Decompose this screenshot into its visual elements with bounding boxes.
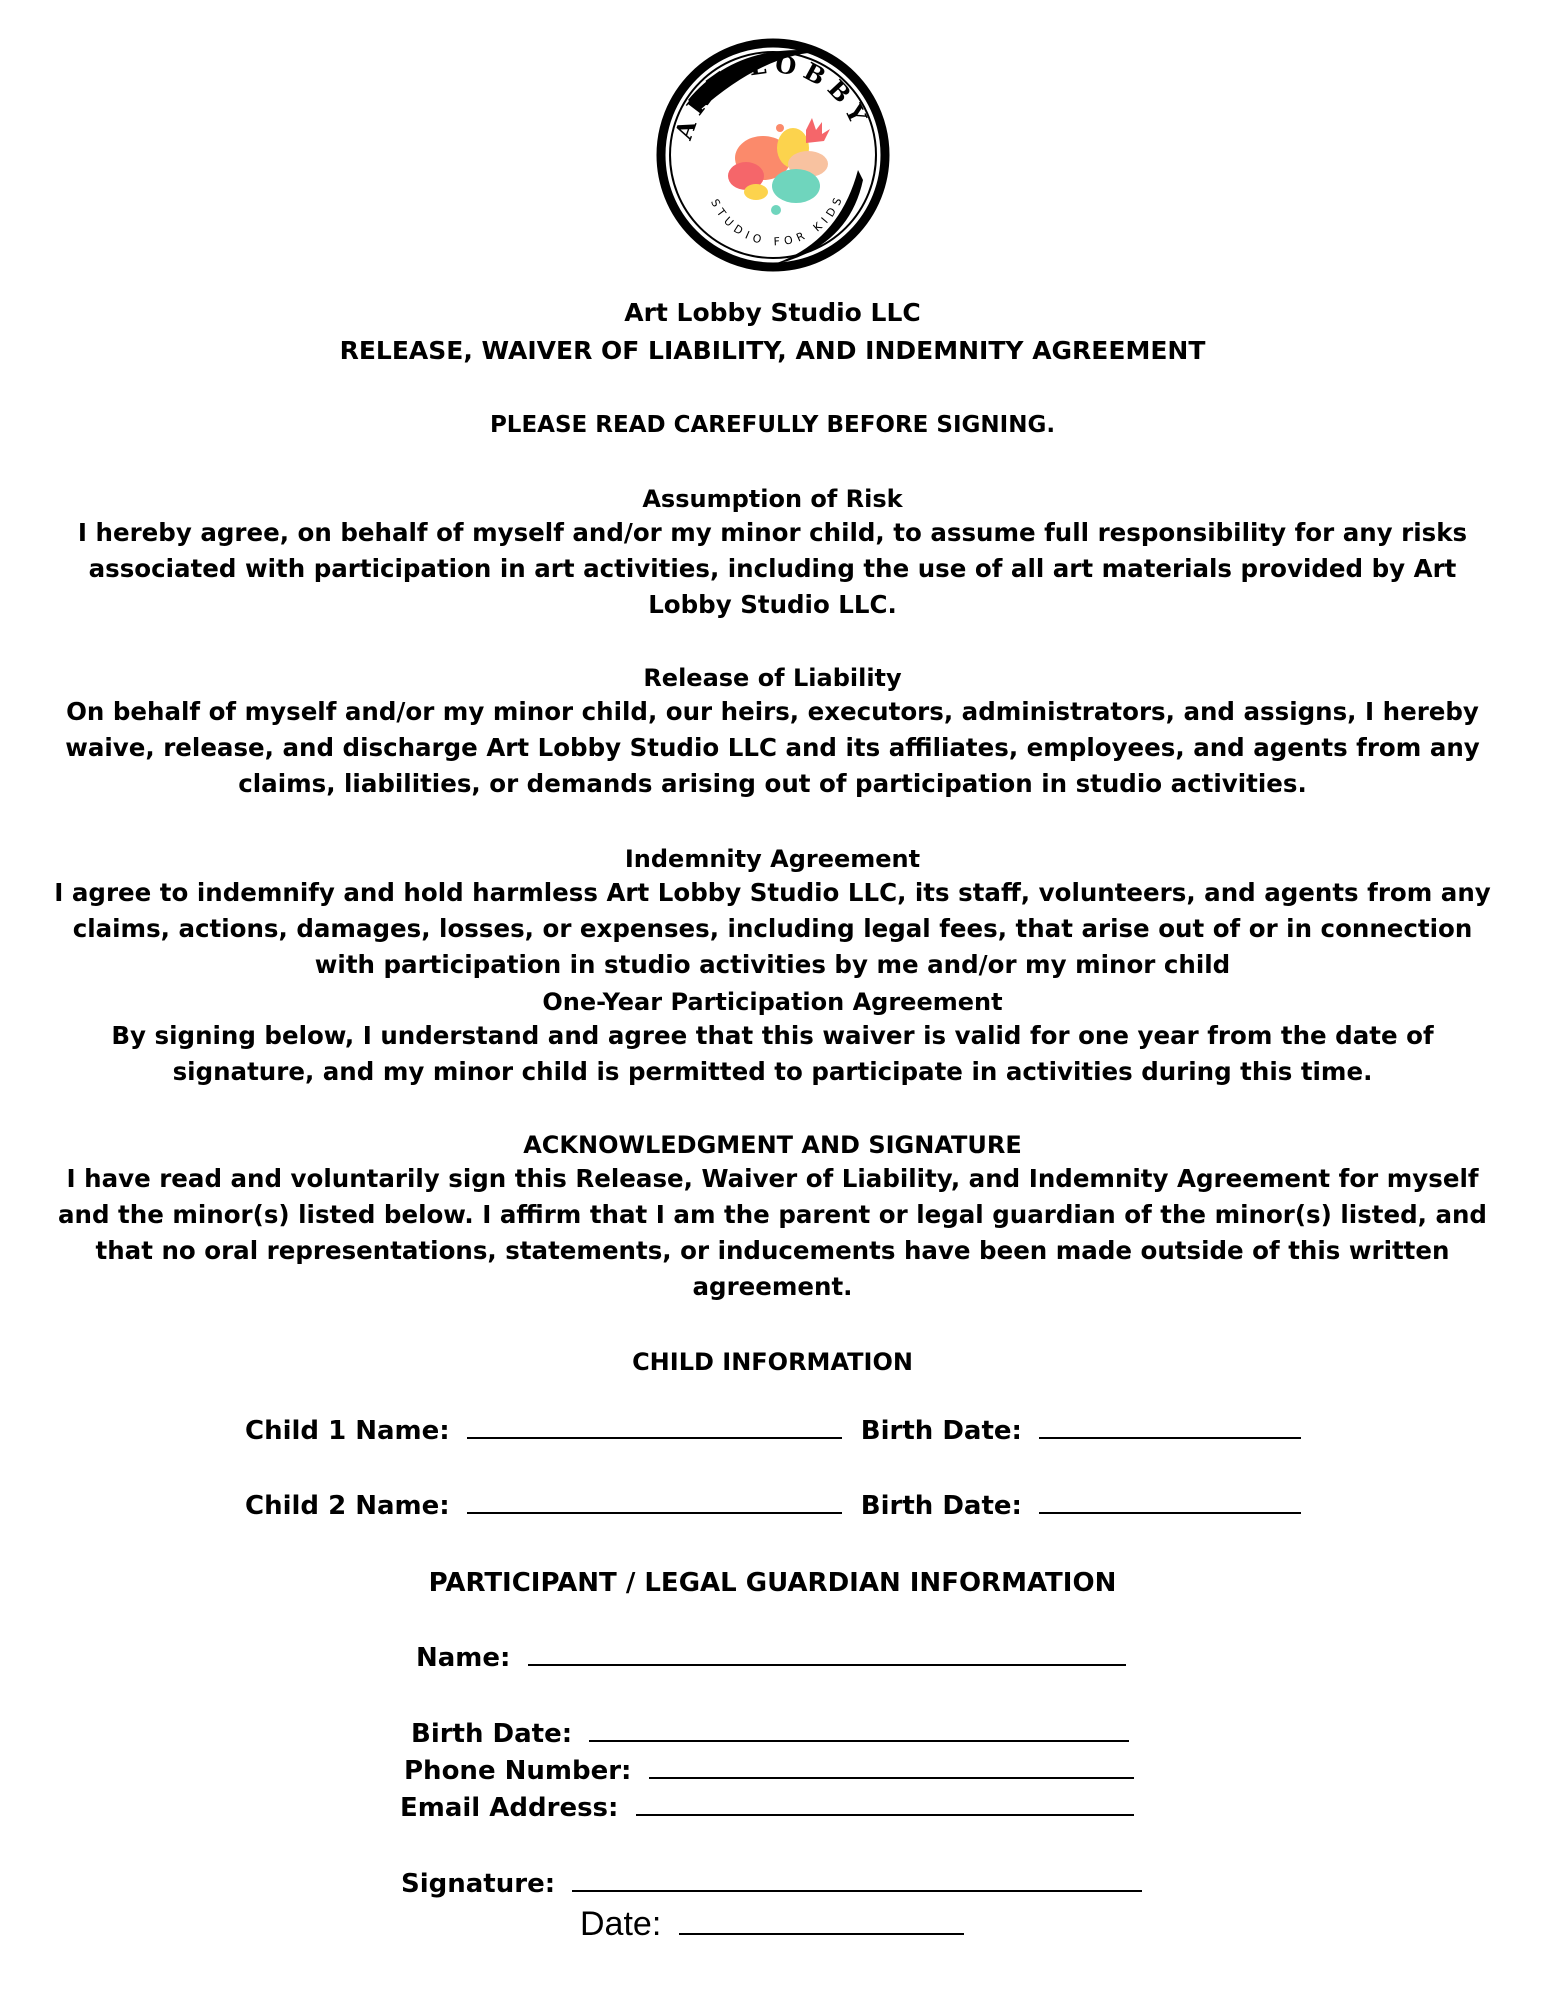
read-carefully-notice: PLEASE READ CAREFULLY BEFORE SIGNING. <box>489 412 1056 438</box>
date-label: Date: <box>580 1905 662 1943</box>
guardian-email-label: Email Address: <box>400 1793 619 1823</box>
child-1-row <box>245 1416 1301 1446</box>
guardian-info-heading: PARTICIPANT / LEGAL GUARDIAN INFORMATION <box>428 1568 1117 1598</box>
child-1-birth-field[interactable] <box>1039 1436 1301 1439</box>
section-line: that no oral representations, statements, or inducements have been made outside of this written <box>95 1236 1450 1265</box>
section-line: By signing below, I understand and agree that this waiver is valid for one year from the date of <box>111 1021 1434 1050</box>
guardian-email-row <box>400 1793 1134 1823</box>
child-2-birth-field[interactable] <box>1039 1511 1301 1514</box>
logo-brand-bottom: STUDIO FOR KIDS <box>708 191 847 249</box>
section-line: agreement. <box>692 1272 853 1301</box>
section-heading: One-Year Participation Agreement <box>542 988 1003 1016</box>
date-row <box>580 1905 964 1944</box>
company-name: Art Lobby Studio LLC <box>624 298 921 327</box>
guardian-name-field[interactable] <box>528 1663 1126 1666</box>
guardian-birth-row <box>411 1719 1129 1749</box>
section-heading: Release of Liability <box>643 664 902 692</box>
section-heading: Assumption of Risk <box>642 485 903 513</box>
child-1-name-label: Child 1 Name: <box>245 1416 450 1446</box>
guardian-phone-field[interactable] <box>649 1776 1134 1779</box>
logo-brand-top: ART LOBBY <box>668 49 876 144</box>
section-line: On behalf of myself and/or my minor child, our heirs, executors, administrators, and assigns, I hereby <box>66 697 1479 726</box>
guardian-name-row <box>416 1643 1126 1673</box>
section-line: I have read and voluntarily sign this Release, Waiver of Liability, and Indemnity Agreement for myself <box>66 1164 1479 1193</box>
child-info-heading: CHILD INFORMATION <box>632 1348 913 1376</box>
child-1-name-field[interactable] <box>467 1436 842 1439</box>
section-heading: ACKNOWLEDGMENT AND SIGNATURE <box>523 1131 1022 1159</box>
section-line: I hereby agree, on behalf of myself and/or my minor child, to assume full responsibility for any risks <box>77 518 1468 547</box>
section-line: waive, release, and discharge Art Lobby Studio LLC and its affiliates, employees, and agents from any <box>65 733 1480 762</box>
section-line: associated with participation in art activities, including the use of all art materials provided by Art <box>88 554 1457 583</box>
child-1-birth-label: Birth Date: <box>860 1416 1022 1446</box>
guardian-phone-row <box>404 1756 1134 1786</box>
date-field[interactable] <box>679 1932 964 1935</box>
guardian-phone-label: Phone Number: <box>404 1756 632 1786</box>
logo-graphic <box>648 30 898 280</box>
child-2-name-field[interactable] <box>467 1511 842 1514</box>
document-title: RELEASE, WAIVER OF LIABILITY, AND INDEMNITY AGREEMENT <box>339 336 1206 365</box>
section-line: Lobby Studio LLC. <box>648 590 897 619</box>
section-line: claims, actions, damages, losses, or expenses, including legal fees, that arise out of or in connection <box>72 914 1473 943</box>
section-heading: Indemnity Agreement <box>624 845 921 873</box>
signature-label: Signature: <box>401 1869 556 1899</box>
section-line: and the minor(s) listed below. I affirm that I am the parent or legal guardian of the minor(s) listed, and <box>58 1200 1487 1229</box>
child-2-birth-label: Birth Date: <box>860 1491 1022 1521</box>
section-line: I agree to indemnify and hold harmless Art Lobby Studio LLC, its staff, volunteers, and agents from any <box>54 878 1491 907</box>
art-lobby-logo <box>648 30 898 280</box>
guardian-birth-field[interactable] <box>589 1739 1129 1742</box>
section-line: signature, and my minor child is permitted to participate in activities during this time. <box>172 1057 1373 1086</box>
child-2-name-label: Child 2 Name: <box>245 1491 450 1521</box>
section-line: claims, liabilities, or demands arising out of participation in studio activities. <box>238 769 1307 798</box>
guardian-name-label: Name: <box>416 1643 511 1673</box>
guardian-birth-label: Birth Date: <box>411 1719 573 1749</box>
paint-splash-icon <box>728 118 830 215</box>
child-2-row <box>245 1491 1301 1521</box>
section-line: with participation in studio activities by me and/or my minor child <box>314 950 1231 979</box>
guardian-email-field[interactable] <box>636 1813 1134 1816</box>
signature-field[interactable] <box>572 1889 1142 1892</box>
signature-row <box>401 1869 1142 1899</box>
